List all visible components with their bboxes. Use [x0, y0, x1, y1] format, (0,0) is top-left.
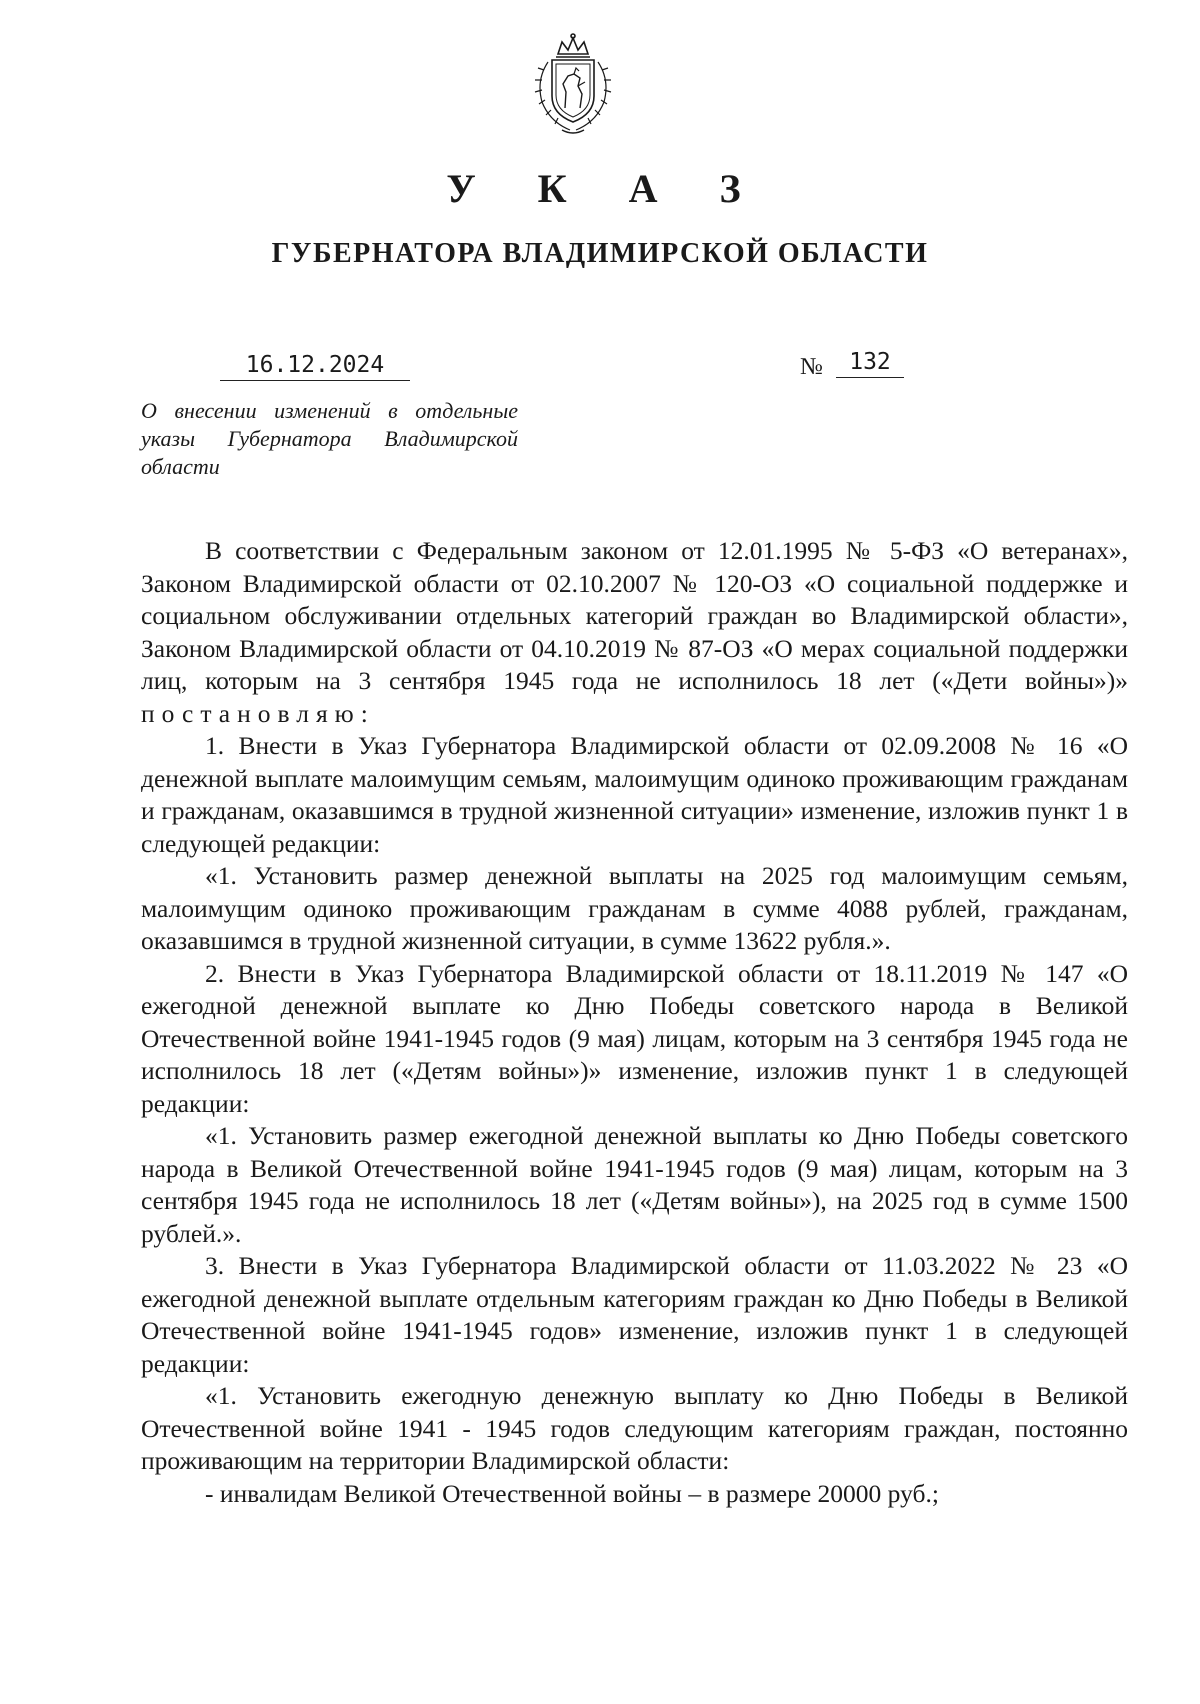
decree-caption: О внесении изменений в отдельные указы Губернатора Владимирской области [141, 398, 518, 479]
paragraph-3-item-1: - инвалидам Великой Отечественной войны – в размере 20000 руб.; [205, 1478, 939, 1508]
intro-text: В соответствии с Федеральным законом от 12.01.1995 № 5-ФЗ «О ветеранах», Законом Владимирской области от 02.10.2007 № 120-ОЗ «О социальной поддержке и социальном обслуживании отдельных категорий граждан во Владимирской области», Законом Владимирской области от 04.10.2019 № 87-ОЗ «О мерах социальной поддержки лиц, которым на 3 сентября 1945 года не исполнилось 18 лет («Дети войны»)» [141, 536, 1128, 695]
vladimir-coat-of-arms-icon [518, 30, 628, 140]
number-sign: № [800, 354, 823, 380]
paragraph-2: 2. Внести в Указ Губернатора Владимирской области от 18.11.2019 № 147 «О ежегодной денежной выплате ко Дню Победы советского народа в Великой Отечественной войне 1941-1945 годов (9 мая) лицам, которым на 3 сентября 1945 года не исполнилось 18 лет («Детям войны»)» изменение, изложив пункт 1 в следующей редакции: [141, 958, 1128, 1118]
paragraph-2-quote: «1. Установить размер ежегодной денежной выплаты ко Дню Победы советского народа в Великой Отечественной войне 1941-1945 годов (9 мая) лицам, которым на 3 сентября 1945 года не исполнилось 18 лет («Детям войны»), на 2025 год в сумме 1500 рублей.». [141, 1121, 1128, 1248]
document-subtitle: ГУБЕРНАТОРА ВЛАДИМИРСКОЙ ОБЛАСТИ [271, 238, 929, 269]
intro-paragraph [141, 535, 1128, 730]
paragraph-3-quote: «1. Установить ежегодную денежную выплату ко Дню Победы в Великой Отечественной войне 1941 - 1945 годов следующим категориям граждан, постоянно проживающим на территории Владимирской области: [141, 1381, 1128, 1475]
paragraph-1: 1. Внести в Указ Губернатора Владимирской области от 02.09.2008 № 16 «О денежной выплате малоимущим семьям, малоимущим одиноко проживающим гражданам и гражданам, оказавшимся в трудной жизненной ситуации» изменение, изложив пункт 1 в следующей редакции: [141, 731, 1128, 858]
decree-number: 132 [836, 347, 904, 378]
decree-date: 16.12.2024 [220, 350, 410, 381]
intro-verb: постановляю: [141, 698, 375, 728]
document-title: У К А З [446, 166, 767, 211]
paragraph-3: 3. Внести в Указ Губернатора Владимирской области от 11.03.2022 № 23 «О ежегодной денежной выплате отдельным категориям граждан ко Дню Победы в Великой Отечественной войне 1941-1945 годов» изменение, изложив пункт 1 в следующей редакции: [141, 1251, 1128, 1378]
paragraph-1-quote: «1. Установить размер денежной выплаты на 2025 год малоимущим семьям, малоимущим одиноко проживающим гражданам в сумме 4088 рублей, гражданам, оказавшимся в трудной жизненной ситуации, в сумме 13622 рубля.». [141, 861, 1128, 955]
document-body [141, 535, 1128, 1510]
